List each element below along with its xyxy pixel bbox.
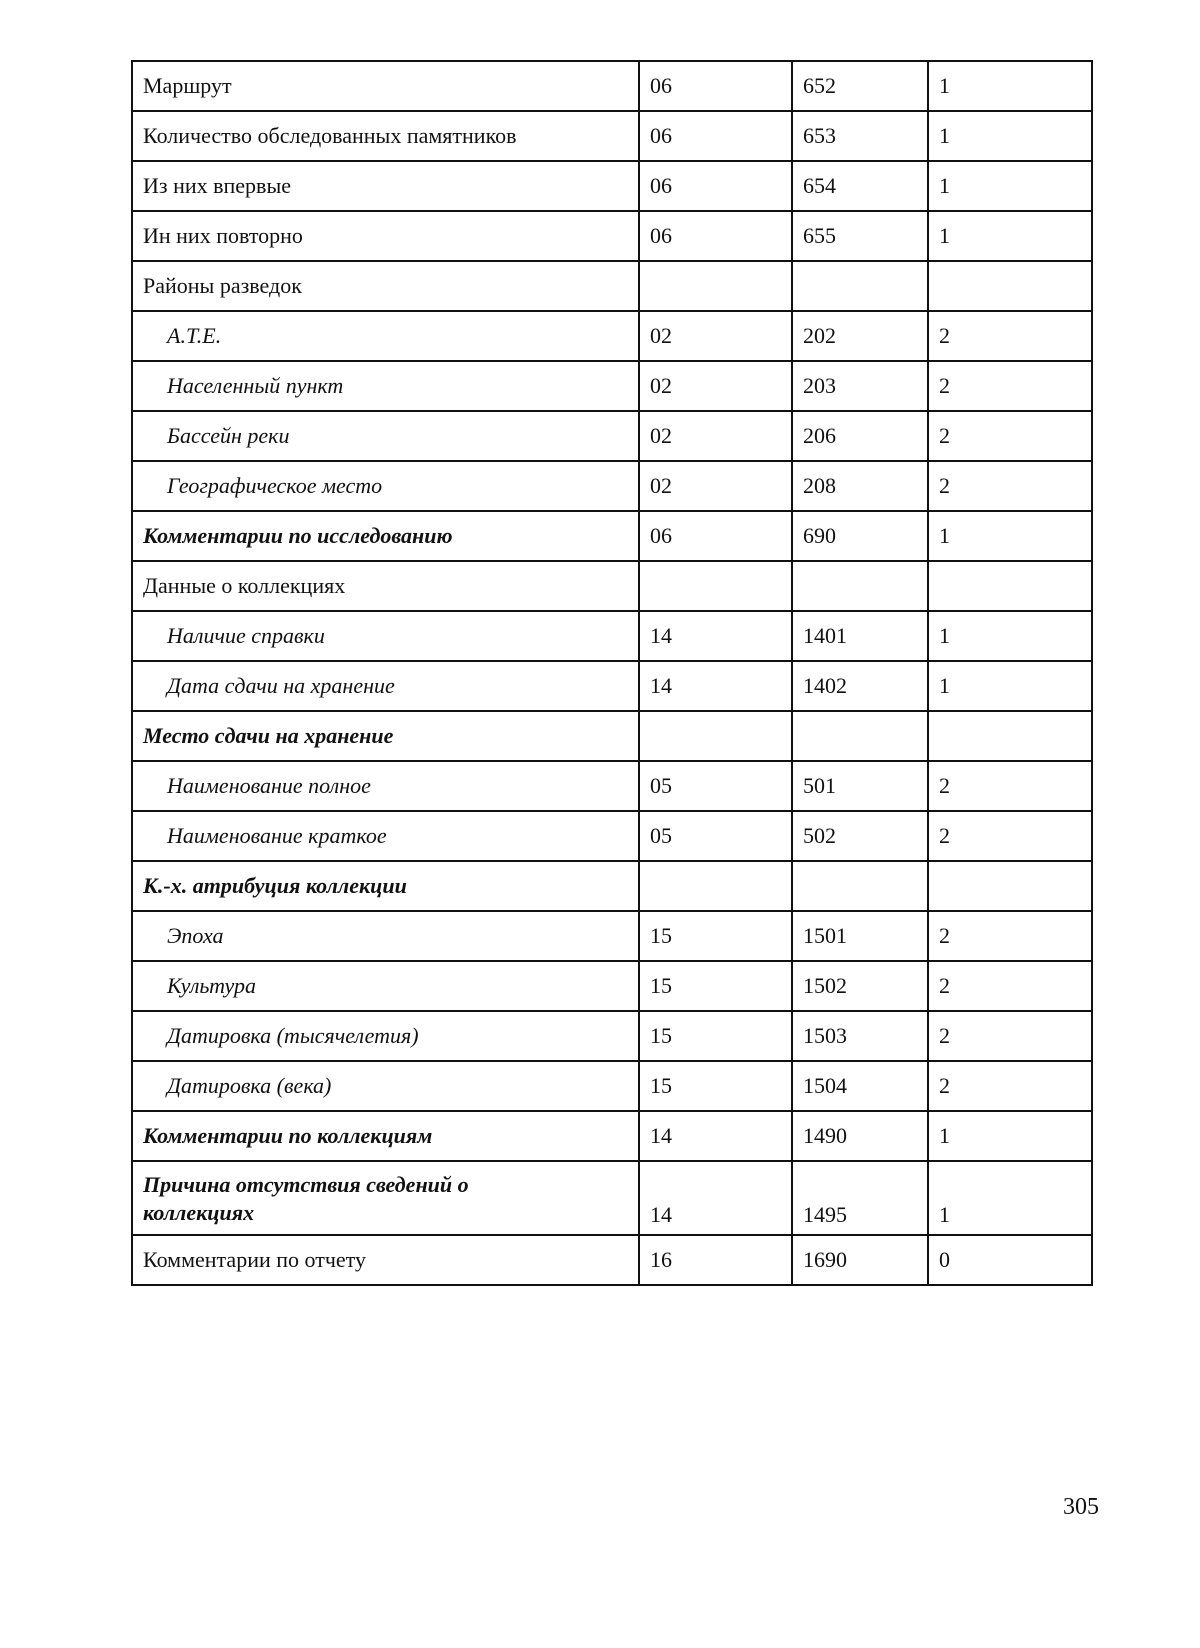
group-code-cell: 15 (639, 911, 792, 961)
table-row (132, 411, 1092, 461)
group-code-cell: 06 (639, 511, 792, 561)
group-code-cell: 06 (639, 211, 792, 261)
group-code-cell: 14 (639, 1111, 792, 1161)
field-code-cell: 208 (792, 461, 928, 511)
level-cell: 0 (928, 1235, 1092, 1285)
table-row (132, 161, 1092, 211)
field-code-cell: 206 (792, 411, 928, 461)
field-code-cell: 501 (792, 761, 928, 811)
field-name-cell: Данные о коллекциях (132, 561, 639, 611)
table-row (132, 661, 1092, 711)
group-code-cell (639, 711, 792, 761)
page-number: 305 (1063, 1494, 1099, 1520)
field-name-cell: Маршрут (132, 61, 639, 111)
table-row (132, 361, 1092, 411)
field-name-cell: Комментарии по коллекциям (132, 1111, 639, 1161)
group-code-cell (639, 261, 792, 311)
field-name-cell: Населенный пункт (132, 361, 639, 411)
level-cell (928, 561, 1092, 611)
field-code-cell: 654 (792, 161, 928, 211)
table-row (132, 1235, 1092, 1285)
field-name-cell: Районы разведок (132, 261, 639, 311)
field-name-cell: Датировка (века) (132, 1061, 639, 1111)
field-name-cell: К.-х. атрибуция коллекции (132, 861, 639, 911)
table-row (132, 861, 1092, 911)
field-name-cell: Географическое место (132, 461, 639, 511)
group-code-cell: 02 (639, 361, 792, 411)
level-cell: 1 (928, 1111, 1092, 1161)
table-row (132, 761, 1092, 811)
field-code-cell: 1501 (792, 911, 928, 961)
table-row (132, 1161, 1092, 1235)
field-code-cell: 1504 (792, 1061, 928, 1111)
field-code-cell: 202 (792, 311, 928, 361)
field-code-cell: 1402 (792, 661, 928, 711)
level-cell (928, 261, 1092, 311)
level-cell: 2 (928, 811, 1092, 861)
field-name-cell: Наименование краткое (132, 811, 639, 861)
level-cell: 1 (928, 211, 1092, 261)
field-name-cell: Количество обследованных памятников (132, 111, 639, 161)
field-name-cell: Бассейн реки (132, 411, 639, 461)
level-cell: 1 (928, 611, 1092, 661)
field-code-cell: 690 (792, 511, 928, 561)
field-code-cell: 203 (792, 361, 928, 411)
field-code-cell: 1503 (792, 1011, 928, 1061)
level-cell: 2 (928, 461, 1092, 511)
table-row (132, 1061, 1092, 1111)
field-name-cell: Наименование полное (132, 761, 639, 811)
level-cell: 2 (928, 1061, 1092, 1111)
group-code-cell: 05 (639, 811, 792, 861)
group-code-cell: 02 (639, 311, 792, 361)
field-name-cell: Место сдачи на хранение (132, 711, 639, 761)
table-row (132, 711, 1092, 761)
field-code-cell (792, 711, 928, 761)
table-row (132, 111, 1092, 161)
field-code-cell: 502 (792, 811, 928, 861)
table-row (132, 1111, 1092, 1161)
field-code-cell (792, 561, 928, 611)
table-row (132, 511, 1092, 561)
field-code-cell: 1690 (792, 1235, 928, 1285)
table-row (132, 961, 1092, 1011)
group-code-cell: 16 (639, 1235, 792, 1285)
field-code-cell (792, 861, 928, 911)
field-code-cell (792, 261, 928, 311)
level-cell: 1 (928, 1161, 1092, 1235)
field-code-cell: 1401 (792, 611, 928, 661)
table-row (132, 61, 1092, 111)
field-name-cell: Комментарии по исследованию (132, 511, 639, 561)
field-name-cell: Комментарии по отчету (132, 1235, 639, 1285)
field-name-cell: А.Т.Е. (132, 311, 639, 361)
field-name-cell: Дата сдачи на хранение (132, 661, 639, 711)
group-code-cell (639, 861, 792, 911)
field-name-cell: Причина отсутствия сведений о коллекциях (132, 1161, 639, 1235)
table-row (132, 561, 1092, 611)
level-cell: 1 (928, 111, 1092, 161)
table-row (132, 811, 1092, 861)
group-code-cell: 15 (639, 1061, 792, 1111)
level-cell: 2 (928, 911, 1092, 961)
table-row (132, 911, 1092, 961)
group-code-cell (639, 561, 792, 611)
level-cell: 1 (928, 511, 1092, 561)
field-code-cell: 1490 (792, 1111, 928, 1161)
group-code-cell: 15 (639, 1011, 792, 1061)
level-cell: 2 (928, 961, 1092, 1011)
level-cell: 1 (928, 661, 1092, 711)
group-code-cell: 02 (639, 411, 792, 461)
field-code-cell: 1502 (792, 961, 928, 1011)
table-row (132, 1011, 1092, 1061)
field-name-cell: Из них впервые (132, 161, 639, 211)
field-name-cell: Культура (132, 961, 639, 1011)
table-row (132, 311, 1092, 361)
level-cell (928, 711, 1092, 761)
level-cell: 1 (928, 61, 1092, 111)
level-cell: 2 (928, 1011, 1092, 1061)
group-code-cell: 15 (639, 961, 792, 1011)
group-code-cell: 14 (639, 661, 792, 711)
field-name-cell: Датировка (тысячелетия) (132, 1011, 639, 1061)
group-code-cell: 14 (639, 1161, 792, 1235)
table-body (132, 61, 1092, 1285)
field-name-cell: Эпоха (132, 911, 639, 961)
field-name-cell: Наличие справки (132, 611, 639, 661)
field-registry-table (131, 60, 1093, 1286)
level-cell: 2 (928, 311, 1092, 361)
group-code-cell: 06 (639, 161, 792, 211)
table-row (132, 211, 1092, 261)
group-code-cell: 06 (639, 61, 792, 111)
table-row (132, 461, 1092, 511)
field-code-cell: 1495 (792, 1161, 928, 1235)
group-code-cell: 14 (639, 611, 792, 661)
level-cell: 2 (928, 761, 1092, 811)
level-cell: 2 (928, 361, 1092, 411)
field-code-cell: 655 (792, 211, 928, 261)
table-row (132, 261, 1092, 311)
level-cell: 2 (928, 411, 1092, 461)
table-row (132, 611, 1092, 661)
field-code-cell: 652 (792, 61, 928, 111)
level-cell (928, 861, 1092, 911)
group-code-cell: 06 (639, 111, 792, 161)
group-code-cell: 02 (639, 461, 792, 511)
field-name-cell: Ин них повторно (132, 211, 639, 261)
field-code-cell: 653 (792, 111, 928, 161)
group-code-cell: 05 (639, 761, 792, 811)
level-cell: 1 (928, 161, 1092, 211)
